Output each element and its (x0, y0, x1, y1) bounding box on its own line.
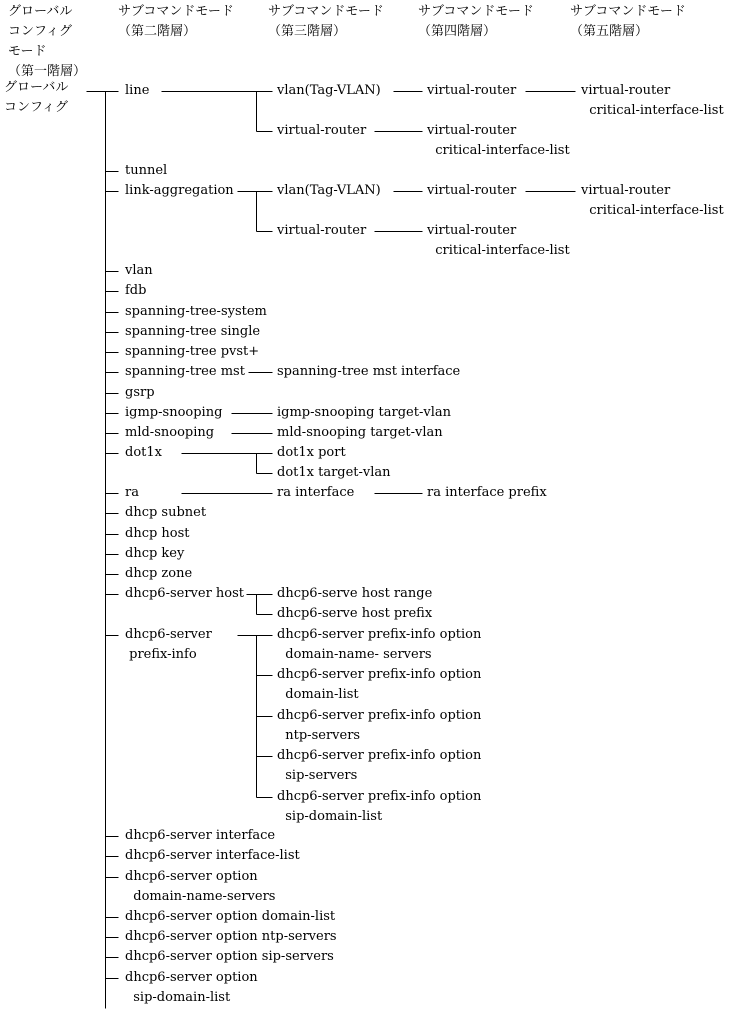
level4-node: virtual-router critical-interface-list (427, 123, 570, 158)
level2-node: dhcp6-server interface (125, 828, 276, 843)
level3-node: dhcp6-server prefix-info option sip-domain-list (277, 789, 482, 824)
level2-node: vlan (125, 263, 153, 278)
header-level5: サブコマンドモード （第五階層） (570, 4, 686, 39)
header-level4: サブコマンドモード （第四階層） (418, 4, 534, 39)
level2-node: dhcp host (125, 526, 190, 541)
level2-node: dhcp6-server interface-list (125, 848, 300, 863)
level2-node: dot1x (125, 445, 162, 460)
level2-node: dhcp6-server option domain-name-servers (125, 869, 276, 904)
level3-node: mld-snooping target-vlan (277, 425, 443, 440)
level2-node: dhcp zone (125, 566, 193, 581)
level3-node: dhcp6-serve host prefix (277, 606, 433, 621)
root-node: グローバル コンフィグ (4, 80, 69, 115)
level2-node: dhcp6-server host (125, 586, 245, 601)
level2-node: spanning-tree mst (125, 364, 245, 379)
level2-node: mld-snooping (125, 425, 215, 440)
level2-node: dhcp key (125, 546, 185, 561)
level2-node: dhcp6-server option sip-domain-list (125, 970, 258, 1005)
level2-node: dhcp6-server option ntp-servers (125, 929, 337, 944)
level4-node: virtual-router critical-interface-list (427, 223, 570, 258)
level2-node: line (125, 83, 150, 98)
level3-node: igmp-snooping target-vlan (277, 405, 451, 420)
level2-node: dhcp6-server prefix-info (125, 627, 212, 662)
level4-node: virtual-router (427, 83, 517, 98)
level3-node: dhcp6-server prefix-info option sip-servers (277, 748, 482, 783)
level3-node: dhcp6-server prefix-info option domain-name- servers (277, 627, 482, 662)
header-level2: サブコマンドモード （第二階層） (118, 4, 234, 39)
level4-node: ra interface prefix (427, 485, 547, 500)
level2-node: dhcp subnet (125, 505, 207, 520)
level4-node: virtual-router (427, 183, 517, 198)
level2-node: link-aggregation (125, 183, 234, 198)
level2-node: dhcp6-server option domain-list (125, 909, 336, 924)
level3-node: virtual-router (277, 123, 367, 138)
level5-node: virtual-router critical-interface-list (581, 83, 724, 118)
level3-node: vlan(Tag-VLAN) (277, 183, 381, 198)
level3-node: virtual-router (277, 223, 367, 238)
level3-node: dhcp6-serve host range (277, 586, 433, 601)
level3-node: dot1x port (277, 445, 346, 460)
level2-node: spanning-tree pvst+ (125, 344, 260, 359)
header-level1: グローバル コンフィグ モード （第一階層） (8, 4, 87, 79)
level3-node: ra interface (277, 485, 355, 500)
level2-node: tunnel (125, 163, 168, 178)
level3-node: spanning-tree mst interface (277, 364, 461, 379)
level2-node: spanning-tree single (125, 324, 261, 339)
level3-node: dot1x target-vlan (277, 465, 391, 480)
level2-node: spanning-tree-system (125, 304, 267, 319)
level2-node: ra (125, 485, 139, 500)
level2-node: gsrp (125, 385, 155, 400)
level3-node: vlan(Tag-VLAN) (277, 83, 381, 98)
level2-node: dhcp6-server option sip-servers (125, 949, 334, 964)
level3-node: dhcp6-server prefix-info option ntp-servers (277, 708, 482, 743)
level2-node: fdb (125, 283, 147, 298)
header-level3: サブコマンドモード （第三階層） (268, 4, 384, 39)
level3-node: dhcp6-server prefix-info option domain-list (277, 667, 482, 702)
level5-node: virtual-router critical-interface-list (581, 183, 724, 218)
level2-node: igmp-snooping (125, 405, 223, 420)
